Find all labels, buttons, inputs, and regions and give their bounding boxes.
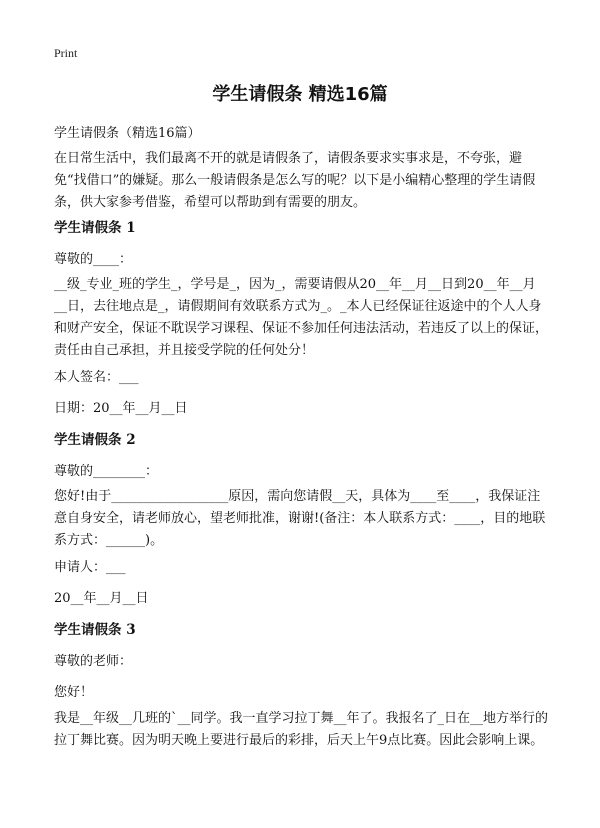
section-2-body: 您好!由于__________________原因，需向您请假__天，具体为____至____，我保证注意自身安全，请老师放心，望老师批准，谢谢!(备注：本人联系方式：____，目的地联系方式：______)。 — [54, 489, 546, 548]
section-3-hello: 您好！ — [54, 685, 94, 700]
section-2-heading: 学生请假条 2 — [54, 432, 136, 448]
section-1-date: 日期：20__年__月__日 — [54, 401, 188, 416]
section-3-body: 我是__年级__几班的`__同学。我一直学习拉丁舞__年了。我报名了_日在__地方举行的拉丁舞比赛。因为明天晚上要进行最后的彩排，后天上午9点比赛。因此会影响上课。 — [54, 711, 549, 748]
section-3-greeting: 尊敬的老师： — [54, 654, 133, 669]
intro-paragraph: 在日常生活中，我们最离不开的就是请假条了，请假条要求实事求是，不夸张，避免“找借口”的嫌疑。那么一般请假条是怎么写的呢？以下是小编精心整理的学生请假条，供大家参考借鉴，希望可以帮助到有需要的朋友。 — [54, 151, 536, 210]
section-2-signature: 申请人：___ — [54, 560, 126, 575]
document-subtitle: 学生请假条（精选16篇） — [54, 126, 201, 141]
section-1-greeting: 尊敬的____： — [54, 252, 133, 267]
section-1-heading: 学生请假条 1 — [54, 220, 136, 236]
section-3-heading: 学生请假条 3 — [54, 622, 136, 638]
section-2-date: 20__年__月__日 — [54, 591, 149, 606]
section-1-signature: 本人签名：___ — [54, 370, 139, 385]
section-2-greeting: 尊敬的________： — [54, 464, 159, 479]
document-title: 学生请假条 精选16篇 — [212, 84, 388, 105]
print-link[interactable]: Print — [54, 46, 78, 60]
section-1-body: __级_专业_班的学生_，学号是_，因为_，需要请假从20__年__月__日到20__年__月__日，去往地点是_，请假期间有效联系方式为_。_本人已经保证往返途中的个人人身和财产安全，保证不耽误学习课程、保证不参加任何违法活动，若违反了以上的保证，责任由自己承担，并且接受学院的任何处分！ — [54, 277, 549, 358]
